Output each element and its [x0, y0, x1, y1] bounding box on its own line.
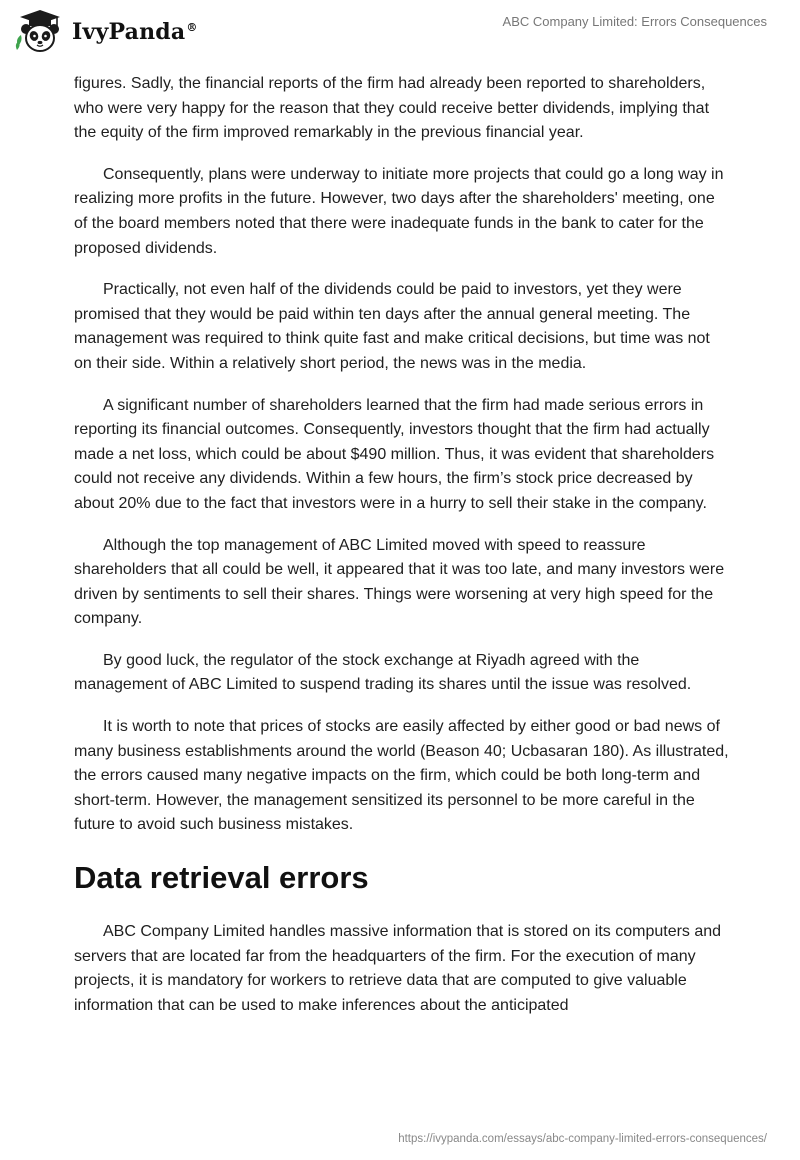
paragraph: By good luck, the regulator of the stock exchange at Riyadh agreed with the management of ABC Limited to suspend trading its shares until the issue was resolved. [74, 651, 692, 694]
paragraph: Consequently, plans were underway to initiate more projects that could go a long way in realizing more profits in the future. However, two days after the shareholders' meeting, one of the board members noted that there were inadequate funds in the bank to cater for the proposed dividends. [74, 165, 724, 257]
paragraph: ABC Company Limited handles massive information that is stored on its computers and servers that are located far from the headquarters of the firm. For the execution of many projects, it is mandatory for workers to retrieve data that are computed to give valuable information that can be used to make inferences about the anticipated [74, 923, 722, 1014]
paragraph: Practically, not even half of the dividends could be paid to investors, yet they were promised that they would be paid within ten days after the annual general meeting. The management was required to think quite fast and make critical decisions, but time was not on their side. Within a relatively short period, the news was in the media. [74, 281, 710, 372]
paragraph: Although the top management of ABC Limited moved with speed to reassure shareholders that all could be well, it appeared that it was too late, and many investors were driven by sentiments to sell their shares. Things were worsening at very high speed for the company. [74, 536, 725, 628]
page-header [0, 0, 800, 64]
essay-content [74, 72, 730, 1035]
paragraph: A significant number of shareholders learned that the firm had made serious errors in reporting its financial outcomes. Consequently, investors thought that the firm had actually made a net loss, which could be about $490 million. Thus, it was evident that shareholders could not receive any dividends. Within a few hours, the firm’s stock price decreased by about 20% due to the fact that investors were in a hurry to sell their stake in the company. [74, 396, 715, 512]
brand-logo[interactable] [14, 8, 198, 54]
paragraph: It is worth to note that prices of stocks are easily affected by either good or bad news of many business establishments around the world (Beason 40; Ucbasaran 180). As illustrated, the errors caused many negative impacts on the firm, which could be both long-term and short-term. However, the management sensitized its personnel to be more careful in the future to avoid such business mistakes. [74, 718, 729, 834]
document-title: ABC Company Limited: Errors Consequences [502, 14, 767, 29]
panda-graduate-icon [14, 8, 66, 54]
section-heading: Data retrieval errors [74, 860, 369, 896]
registered-mark: ® [186, 20, 198, 34]
source-url[interactable]: https://ivypanda.com/essays/abc-company-limited-errors-consequences/ [398, 1133, 767, 1145]
brand-name: IvyPanda® [72, 19, 198, 45]
paragraph: figures. Sadly, the financial reports of the firm had already been reported to shareholders, who were very happy for the reason that they could receive better dividends, implying that the equity of the firm improved remarkably in the previous financial year. [74, 75, 710, 142]
